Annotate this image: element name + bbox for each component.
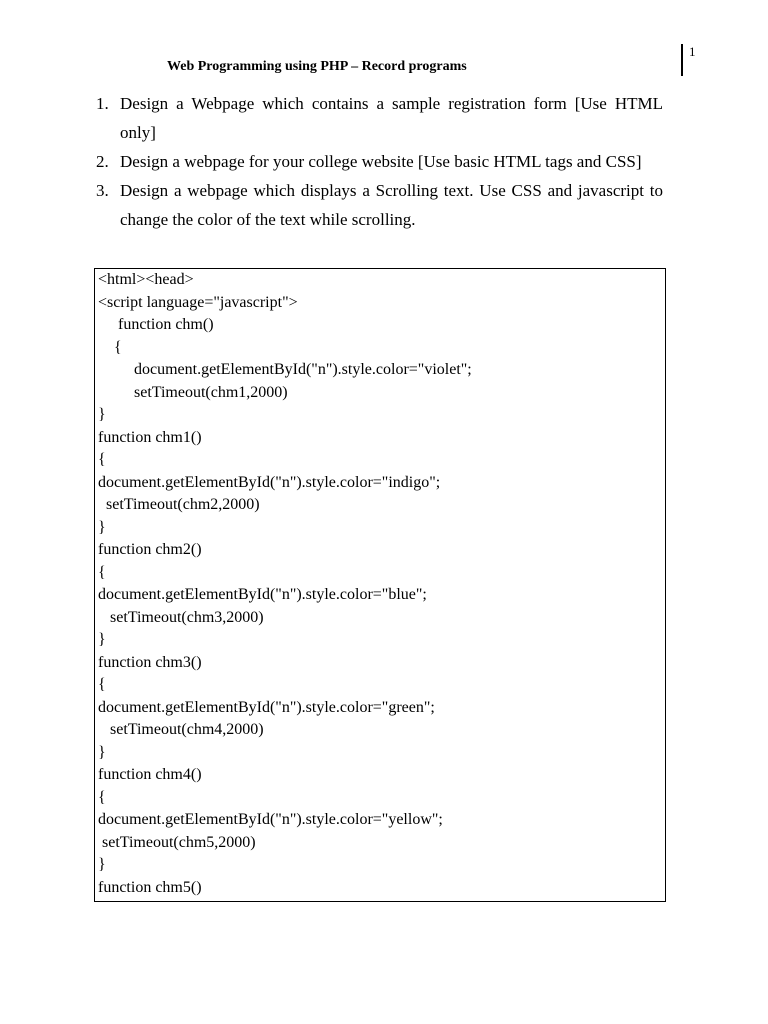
task-number: 1. bbox=[96, 94, 109, 113]
code-line: setTimeout(chm5,2000) bbox=[98, 833, 256, 851]
code-line: } bbox=[98, 631, 106, 648]
code-line: function chm5() bbox=[98, 878, 202, 896]
code-line: { bbox=[98, 338, 122, 356]
code-line: function chm1() bbox=[98, 428, 202, 446]
code-line: function chm3() bbox=[98, 653, 202, 671]
task-number: 3. bbox=[96, 181, 109, 200]
code-line: <script language="javascript"> bbox=[98, 293, 298, 311]
page-number: 1 bbox=[689, 44, 696, 59]
code-line: <html><head> bbox=[98, 271, 194, 288]
task-list bbox=[96, 89, 663, 234]
code-line: } bbox=[98, 856, 106, 873]
code-line: } bbox=[98, 518, 106, 536]
code-line: { bbox=[98, 676, 106, 693]
page-number-rule bbox=[681, 44, 683, 76]
code-line: setTimeout(chm4,2000) bbox=[98, 721, 264, 738]
code-line: { bbox=[98, 451, 106, 468]
code-line: function chm() bbox=[98, 316, 214, 333]
code-line: setTimeout(chm3,2000) bbox=[98, 608, 264, 626]
code-line: document.getElementById("n").style.color="blue"; bbox=[98, 586, 427, 603]
task-item bbox=[96, 176, 663, 234]
code-line: } bbox=[98, 406, 106, 423]
code-line: setTimeout(chm2,2000) bbox=[98, 496, 260, 513]
code-line: } bbox=[98, 743, 106, 761]
code-line: document.getElementById("n").style.color="violet"; bbox=[98, 361, 472, 378]
task-number: 2. bbox=[96, 152, 109, 171]
code-line: function chm4() bbox=[98, 766, 202, 783]
code-line: { bbox=[98, 563, 106, 581]
document-title: Web Programming using PHP – Record programs bbox=[167, 59, 467, 74]
task-text: Design a Webpage which contains a sample registration form [Use HTML only] bbox=[120, 94, 663, 142]
task-item bbox=[96, 89, 663, 147]
code-line: document.getElementById("n").style.color="yellow"; bbox=[98, 811, 443, 828]
code-line: document.getElementById("n").style.color="green"; bbox=[98, 698, 435, 716]
task-text: Design a webpage for your college website [Use basic HTML tags and CSS] bbox=[120, 152, 642, 171]
code-line: { bbox=[98, 788, 106, 806]
task-text: Design a webpage which displays a Scrolling text. Use CSS and javascript to change the color of the text while scrolling. bbox=[120, 181, 663, 229]
code-line: function chm2() bbox=[98, 541, 202, 558]
code-line: document.getElementById("n").style.color="indigo"; bbox=[98, 473, 441, 491]
code-listing-box bbox=[94, 268, 666, 902]
code-line: setTimeout(chm1,2000) bbox=[98, 383, 288, 401]
task-item bbox=[96, 147, 663, 176]
